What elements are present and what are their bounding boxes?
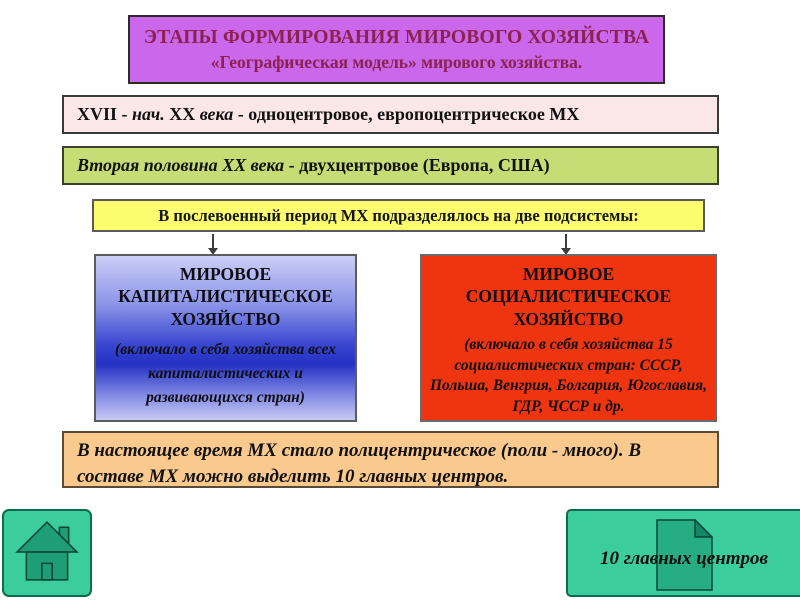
postwar-text: В послевоенный период МХ подразделялось на две подсистемы: bbox=[158, 205, 639, 225]
present-day-text: В настоящее время МХ стало полицентрическое (поли - много). В составе МХ можно выделить 10 главных центров. bbox=[77, 440, 642, 488]
stage2-text: Вторая половина XX века - двухцентровое (Европа, США) bbox=[77, 155, 550, 175]
home-nav-button[interactable] bbox=[2, 509, 92, 597]
stage1-text: XVII - нач. XX века - одноцентровое, европоцентрическое МХ bbox=[77, 104, 580, 124]
ten-centers-label[interactable]: 10 главных центров bbox=[599, 548, 769, 569]
present-day-box bbox=[62, 431, 719, 488]
slide-title-line2: «Географическая модель» мирового хозяйства. bbox=[210, 51, 583, 72]
postwar-period-box bbox=[92, 199, 705, 232]
ten-centers-nav-button[interactable] bbox=[566, 509, 800, 597]
arrow-down-left bbox=[212, 234, 214, 249]
socialist-note: (включало в себя хозяйства 15 социалистических стран: СССР, Польша, Венгрия, Болгария, Югославия, ГДР, ЧССР и др. bbox=[429, 336, 708, 415]
home-icon bbox=[14, 520, 80, 587]
socialist-heading: МИРОВОЕ СОЦИАЛИСТИЧЕСКОЕ ХОЗЯЙСТВО bbox=[465, 264, 672, 329]
arrow-down-right bbox=[565, 234, 567, 249]
capitalist-heading: МИРОВОЕ КАПИТАЛИСТИЧЕСКОЕ ХОЗЯЙСТВО bbox=[118, 264, 333, 329]
socialist-economy-box bbox=[420, 254, 717, 422]
slide-title-line1: ЭТАПЫ ФОРМИРОВАНИЯ МИРОВОГО ХОЗЯЙСТВА bbox=[143, 26, 650, 48]
capitalist-economy-box bbox=[94, 254, 357, 422]
stage-box-17th-20th-century bbox=[62, 95, 719, 134]
capitalist-note: (включало в себя хозяйства всех капиталистических и развивающихся стран) bbox=[115, 341, 336, 407]
stage-box-second-half-20th-century bbox=[62, 146, 719, 185]
title-box bbox=[128, 15, 665, 84]
